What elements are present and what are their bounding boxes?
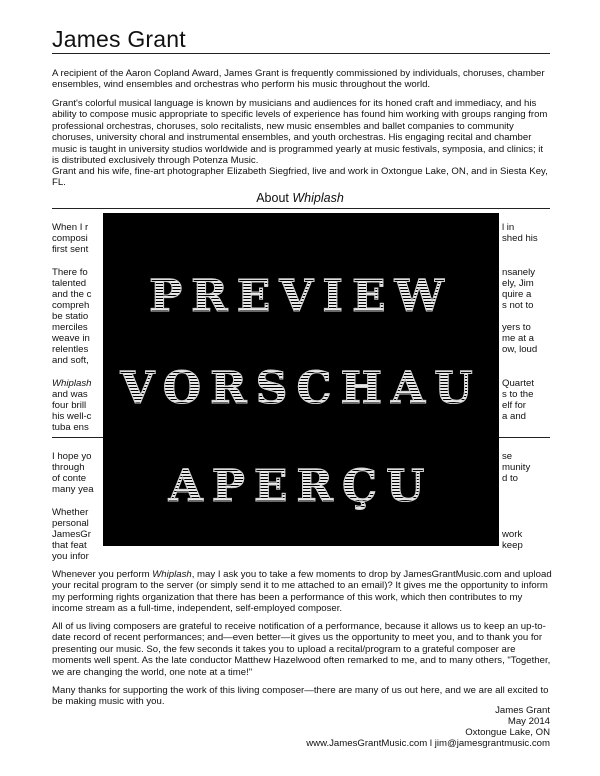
- signature-date: May 2014: [507, 716, 550, 727]
- fragment-left: and the c: [52, 289, 92, 300]
- closing-paragraph-2: All of us living composers are grateful to receive notification of a performance, because it allows us to keep an up-to-date record of recent performances; and—even better—it gives us the opportunity to meet you, and to thank you for presenting our music. So, the few seconds it takes you to upload a recital/program to a grateful composer are moments well spent. As the late conductor Matthew Hazelwood often remarked to me, and to many others, "Together, we are changing the world, one note at a time!": [52, 621, 551, 678]
- fragment-left: and soft,: [52, 355, 89, 366]
- fragment-left: When I r: [52, 222, 89, 233]
- intro-paragraph-3: Grant and his wife, fine-art photographer Elizabeth Siegfried, live and work in Oxtongue Lake, ON, and in Siesta Key, FL.: [52, 166, 548, 189]
- about-heading-prefix: About: [256, 191, 293, 205]
- fragment-left: personal: [52, 518, 89, 529]
- closing-p1-work: Whiplash: [152, 569, 192, 580]
- fragment-left: Whether: [52, 507, 89, 518]
- watermark-vorschau: VORSCHAU: [103, 363, 499, 414]
- intro-paragraph-1: A recipient of the Aaron Copland Award, James Grant is frequently commissioned by individuals, choruses, chamber ensembles, wind ensembles and orchestras who perform his music throughout the world.: [52, 68, 545, 91]
- fragment-left: tuba ens: [52, 422, 89, 433]
- title-rule: [52, 53, 550, 54]
- about-rule: [52, 208, 550, 209]
- fragment-left: weave in: [52, 333, 90, 344]
- closing-p1-post: , may I ask you to take a few moments to drop by JamesGrantMusic.com and upload your recital program to the server (or simply send it to me attached to an email)? It gives me the opportunity to inform my performing rights organization that there has been a performance of this work, which then contributes to my income stream as a full-time, independent, self-employed composer.: [52, 569, 552, 615]
- fragment-left: four brill: [52, 400, 87, 411]
- about-heading-work: Whiplash: [292, 191, 344, 205]
- fragment-right: nsanely: [502, 267, 536, 278]
- fragment-right: s to the: [502, 389, 534, 400]
- fragment-left: be statio: [52, 311, 89, 322]
- fragment-right: quire a: [502, 289, 532, 300]
- fragment-left: JamesGr: [52, 529, 91, 540]
- fragment-right: ow, loud: [502, 344, 538, 355]
- preview-overlay: [103, 213, 499, 546]
- fragment-right: me at a: [502, 333, 534, 344]
- signature-contact: www.JamesGrantMusic.com l jim@jamesgrantmusic.com: [306, 738, 550, 749]
- fragment-left: many yea: [52, 484, 94, 495]
- fragment-left: through: [52, 462, 85, 473]
- fragment-left: compreh: [52, 300, 90, 311]
- fragment-left: first sent: [52, 244, 89, 255]
- watermark-preview: PREVIEW: [103, 271, 499, 322]
- closing-paragraph-3: Many thanks for supporting the work of this living composer—there are many of us out here, and we are all excited to be making music with you.: [52, 685, 549, 708]
- intro-paragraph-2: Grant's colorful musical language is known by musicians and audiences for its honed craft and immediacy, and his ability to compose music appropriate to specific levels of experience has found him working with groups ranging from professional orchestras, choruses, solo recitalists, new music ensembles and ballet companies to community choruses, university choral and instrumental ensembles, and youth orchestras. His engaging recital and chamber music is taught in university studios worldwide and is programmed yearly at music festivals, symposia, and clinics; it is distributed exclusively through Potenza Music.: [52, 98, 548, 167]
- page-title: James Grant: [52, 26, 186, 52]
- fragment-right: yers to: [502, 322, 531, 333]
- fragment-left: composi: [52, 233, 88, 244]
- fragment-left: of conte: [52, 473, 87, 484]
- fragment-left: relentles: [52, 344, 89, 355]
- fragment-left: talented: [52, 278, 87, 289]
- fragment-left: There fo: [52, 267, 88, 278]
- fragment-left: and was: [52, 389, 88, 400]
- fragment-left: you infor: [52, 551, 89, 562]
- fragment-right: ely, Jim: [502, 278, 534, 289]
- fragment-right: work: [502, 529, 523, 540]
- fragment-right: keep: [502, 540, 523, 551]
- fragment-right: d to: [502, 473, 519, 484]
- fragment-left: his well-c: [52, 411, 92, 422]
- closing-paragraph-1: [52, 569, 552, 615]
- fragment-left: Whiplash: [52, 378, 92, 389]
- fragment-right: munity: [502, 462, 531, 473]
- fragment-right: elf for: [502, 400, 526, 411]
- fragment-right: Quartet: [502, 378, 534, 389]
- fragment-right: a and: [502, 411, 527, 422]
- closing-p1-pre: Whenever you perform: [52, 569, 153, 580]
- fragment-left: that feat: [52, 540, 87, 551]
- fragment-right: se: [502, 451, 513, 462]
- signature-location: Oxtongue Lake, ON: [465, 727, 550, 738]
- about-heading: [0, 191, 600, 205]
- watermark-apercu: APERÇU: [103, 461, 499, 512]
- fragment-right: shed his: [502, 233, 538, 244]
- fragment-left: merciles: [52, 322, 88, 333]
- signature-name: James Grant: [495, 705, 550, 716]
- fragment-right: l in: [502, 222, 515, 233]
- fragment-right: s not to: [502, 300, 534, 311]
- fragment-left: I hope yo: [52, 451, 92, 462]
